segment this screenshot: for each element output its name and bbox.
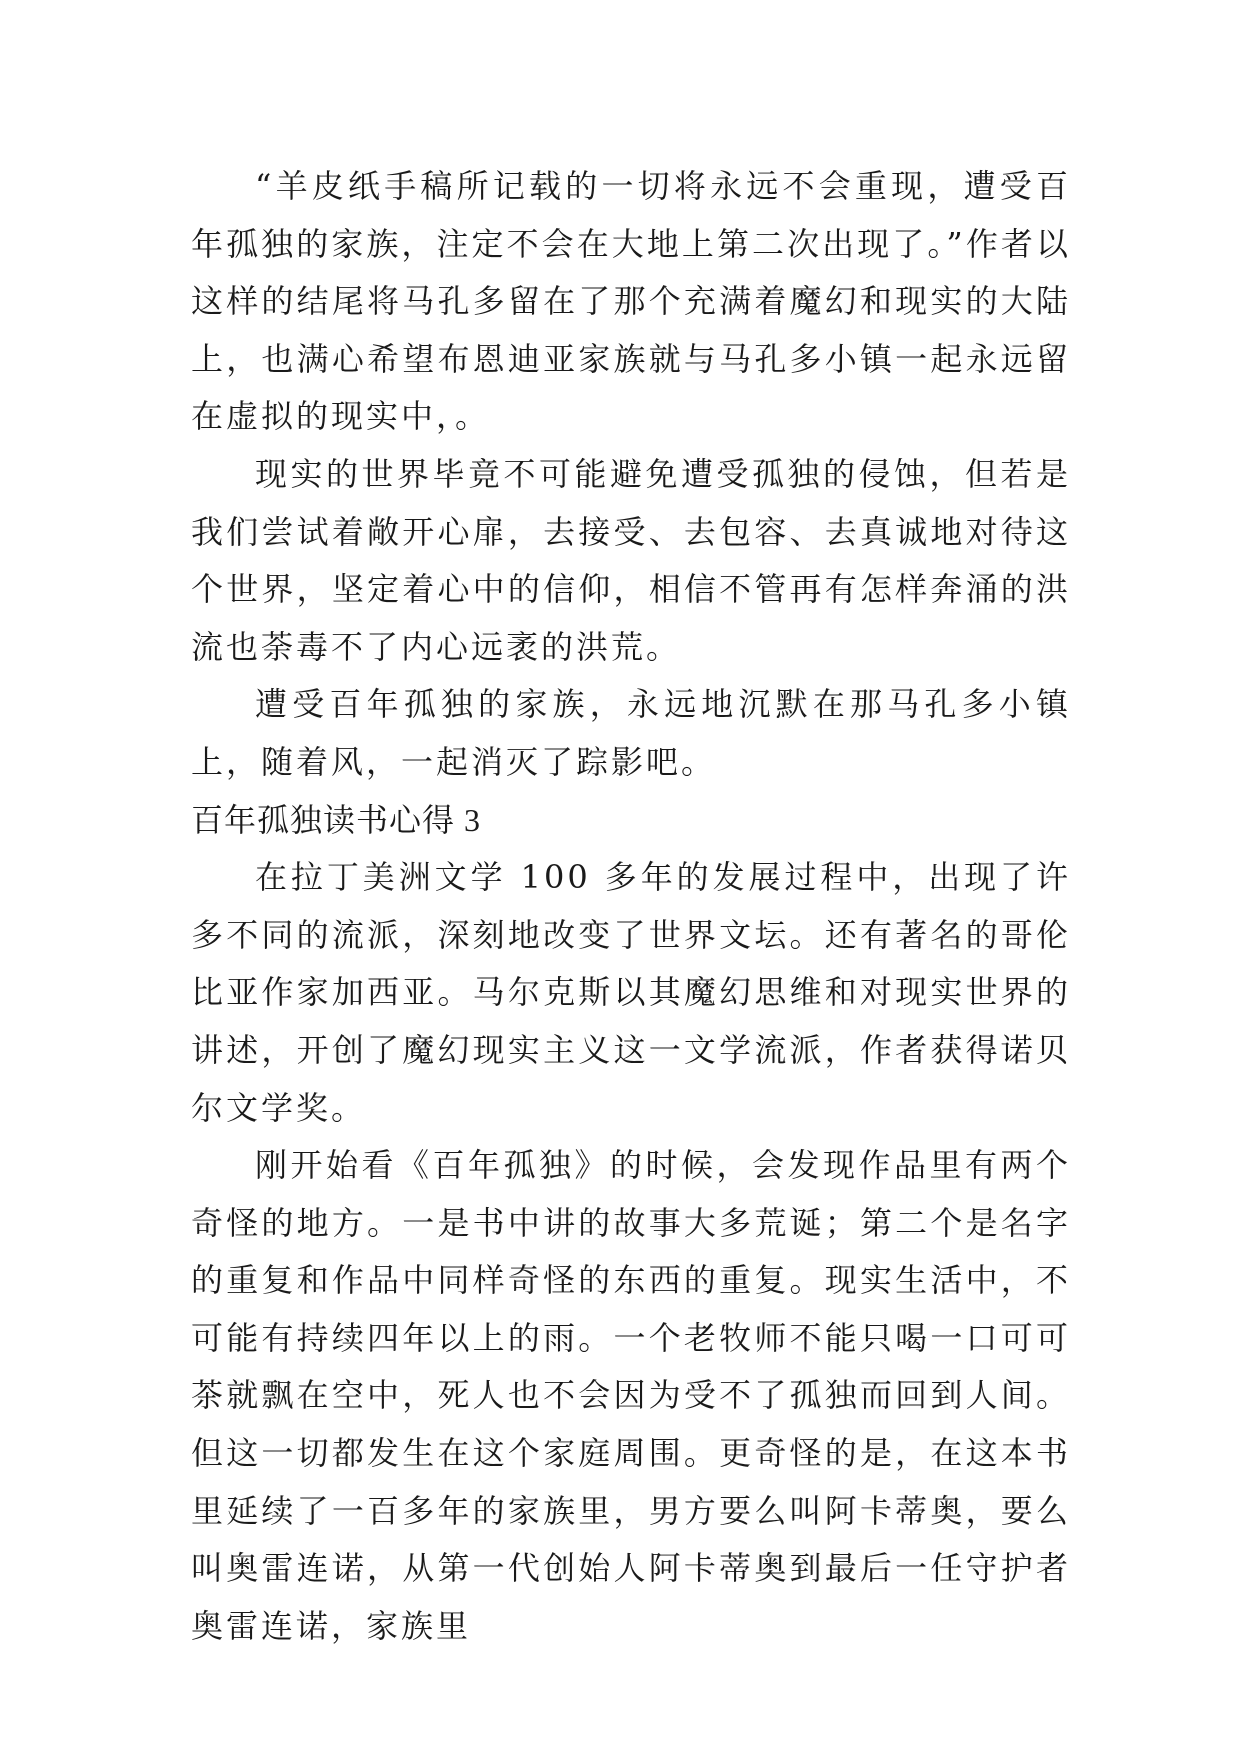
document-body [191,158,1071,1655]
paragraph-solitude-reflection: 现实的世界毕竟不可能避免遭受孤独的侵蚀，但若是我们尝试着敞开心扉，去接受、去包容、去真诚地对待这个世界，坚定着心中的信仰，相信不管再有怎样奔涌的洪流也荼毒不了内心远袤的洪荒。 [191,454,1071,666]
paragraph-parchment-ending: “羊皮纸手稿所记载的一切将永远不会重现，遭受百年孤独的家族，注定不会在大地上第二次出现了。”作者以这样的结尾将马孔多留在了那个充满着魔幻和现实的大陆上，也满心希望布恩迪亚家族就与马孔多小镇一起永远留在虚拟的现实中，。 [191,167,1071,436]
paragraph-family-farewell: 遭受百年孤独的家族，永远地沉默在那马孔多小镇上，随着风，一起消灭了踪影吧。 [191,685,1071,781]
paragraph-first-impressions: 刚开始看《百年孤独》的时候，会发现作品里有两个奇怪的地方。一是书中讲的故事大多荒诞；第二个是名字的重复和作品中同样奇怪的东西的重复。现实生活中，不可能有持续四年以上的雨。一个老牧师不能只喝一口可可茶就飘在空中，死人也不会因为受不了孤独而回到人间。但这一切都发生在这个家庭周围。更奇怪的是，在这本书里延续了一百多年的家族里，男方要么叫阿卡蒂奥，要么叫奥雷连诺，从第一代创始人阿卡蒂奥到最后一任守护者奥雷连诺，家族里 [191,1146,1071,1645]
section-heading: 百年孤独读书心得 3 [191,801,482,838]
paragraph-latin-american-literature: 在拉丁美洲文学 100 多年的发展过程中，出现了许多不同的流派，深刻地改变了世界文坛。还有著名的哥伦比亚作家加西亚。马尔克斯以其魔幻思维和对现实世界的讲述，开创了魔幻现实主义这一文学流派，作者获得诺贝尔文学奖。 [191,858,1071,1127]
